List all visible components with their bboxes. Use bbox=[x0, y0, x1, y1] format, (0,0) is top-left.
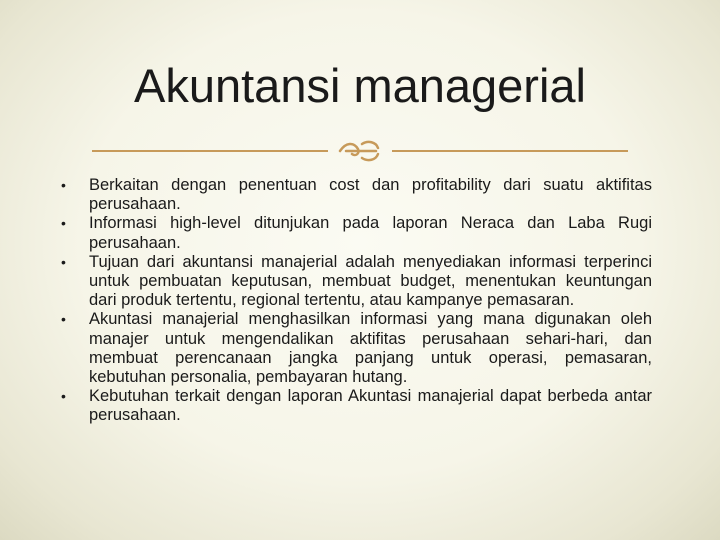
bullet-dot: • bbox=[61, 388, 66, 405]
bullet-dot: • bbox=[61, 215, 66, 232]
title-divider bbox=[92, 138, 628, 164]
bullet-list bbox=[58, 176, 652, 426]
list-item bbox=[58, 310, 652, 387]
bullet-dot: • bbox=[61, 311, 66, 328]
bullet-text: Tujuan dari akuntansi manajerial adalah menyediakan informasi terperinci untuk pembuatan keputusan, membuat budget, menentukan keuntungan dari produk tertentu, regional tertentu, atau kampanye pemasaran. bbox=[89, 252, 652, 310]
bullet-text: Informasi high-level ditunjukan pada laporan Neraca dan Laba Rugi perusahaan. bbox=[89, 214, 652, 252]
list-item bbox=[58, 176, 652, 214]
bullet-text: Akuntasi manajerial menghasilkan informasi yang mana digunakan oleh manajer untuk mengendalikan aktifitas perusahaan sehari-hari, dan membuat perencanaan jangka panjang untuk operasi, pemasaran, kebutuhan personalia, pembayaran hutang. bbox=[89, 310, 652, 387]
ornament-swirl-icon bbox=[336, 138, 384, 164]
slide-title: Akuntansi managerial bbox=[134, 59, 586, 112]
list-item bbox=[58, 253, 652, 311]
bullet-text: Berkaitan dengan penentuan cost dan profitability dari suatu aktifitas perusahaan. bbox=[89, 176, 652, 214]
divider-line-right bbox=[392, 150, 628, 152]
bullet-text: Kebutuhan terkait dengan laporan Akuntasi manajerial dapat berbeda antar perusahaan. bbox=[89, 387, 652, 425]
bullet-dot: • bbox=[61, 253, 66, 270]
list-item bbox=[58, 214, 652, 252]
divider-line-left bbox=[92, 150, 328, 152]
bullet-dot: • bbox=[61, 177, 66, 193]
list-item bbox=[58, 387, 652, 425]
